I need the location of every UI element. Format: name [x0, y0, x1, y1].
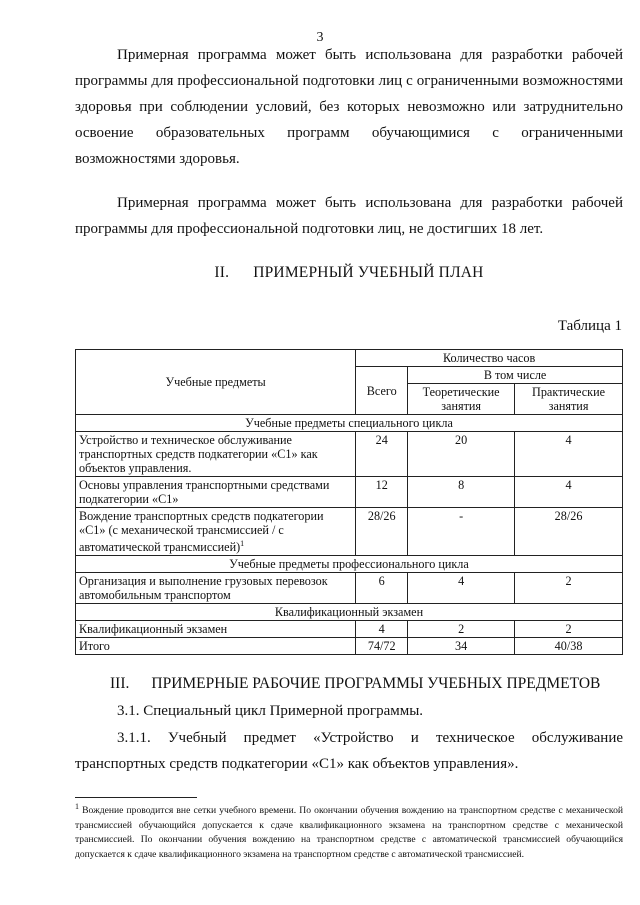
hours-practice: 4	[515, 432, 623, 477]
subject-name: Организация и выполнение грузовых перевозок автомобильным транспортом	[76, 573, 356, 604]
hours-theory: 8	[408, 477, 515, 508]
hours-theory: -	[408, 508, 515, 556]
subject-name-cell	[76, 508, 356, 556]
subject-name: Основы управления транспортными средствами подкатегории «С1»	[76, 477, 356, 508]
section-row-professional: Учебные предметы профессионального цикла	[76, 556, 623, 573]
header-including: В том числе	[408, 367, 623, 384]
header-subjects: Учебные предметы	[76, 350, 356, 415]
hours-theory: 20	[408, 432, 515, 477]
header-theory: Теоретические занятия	[408, 384, 515, 415]
footnote	[75, 800, 623, 863]
hours-total: 24	[356, 432, 408, 477]
table-row	[76, 573, 623, 604]
footnote-text: Вождение проводится вне сетки учебного времени. По окончании обучения вождению на транспортном средстве с механической трансмиссией обучающийся допускается к сдаче квалификационного экзамена на транспортном средстве с механической трансмиссией. По окончании обучения вождению на транспортном средстве с автоматической трансмиссией обучающийся допускается к сдаче квалификационного экзамена на транспортном средстве с автоматической трансмиссией.	[75, 805, 623, 860]
subsection-3-1: 3.1. Специальный цикл Примерной программы.	[117, 703, 424, 719]
footnote-mark: 1	[75, 802, 79, 811]
section-row-special: Учебные предметы специального цикла	[76, 415, 623, 432]
hours-total: 12	[356, 477, 408, 508]
hours-total: 28/26	[356, 508, 408, 556]
hours-theory: 4	[408, 573, 515, 604]
subject-name: Вождение транспортных средств подкатегории «С1» (с механической трансмиссией / с автоматической трансмиссией)	[79, 509, 324, 555]
footnote-reference: 1	[240, 539, 245, 548]
footnote-separator	[75, 797, 197, 798]
intro-paragraph-1: Примерная программа может быть использована для разработки рабочей программы для профессиональной подготовки лиц с ограниченными возможностями здоровья при соблюдении условий, без которых невозможно или затруднительно освоение образовательных программ обучающимися с ограниченными возможностями здоровья.	[75, 47, 623, 167]
table-caption: Таблица 1	[557, 318, 622, 334]
section-2-number: II.	[214, 264, 230, 281]
table-row	[76, 477, 623, 508]
section-2-heading	[75, 264, 623, 282]
subject-name: Итого	[76, 638, 356, 655]
page-number: 3	[316, 30, 324, 45]
subsection-3-1-1: 3.1.1. Учебный предмет «Устройство и техническое обслуживание транспортных средств подкатегории «С1» как объектов управления».	[75, 730, 623, 772]
hours-practice: 4	[515, 477, 623, 508]
hours-theory: 2	[408, 621, 515, 638]
hours-theory: 34	[408, 638, 515, 655]
table-row-total	[76, 638, 623, 655]
section-3-title: ПРИМЕРНЫЕ РАБОЧИЕ ПРОГРАММЫ УЧЕБНЫХ ПРЕДМЕТОВ	[151, 675, 601, 692]
curriculum-table	[75, 349, 623, 655]
subject-name: Квалификационный экзамен	[76, 621, 356, 638]
header-practice: Практические занятия	[515, 384, 623, 415]
hours-practice: 28/26	[515, 508, 623, 556]
header-total: Всего	[356, 367, 408, 415]
table-row	[76, 621, 623, 638]
hours-practice: 2	[515, 621, 623, 638]
hours-total: 74/72	[356, 638, 408, 655]
hours-practice: 2	[515, 573, 623, 604]
header-hours: Количество часов	[356, 350, 623, 367]
section-row-exam: Квалификационный экзамен	[76, 604, 623, 621]
hours-practice: 40/38	[515, 638, 623, 655]
table-row	[76, 508, 623, 556]
intro-paragraph-2: Примерная программа может быть использована для разработки рабочей программы для профессиональной подготовки лиц, не достигших 18 лет.	[75, 195, 623, 237]
table-row	[76, 432, 623, 477]
section-3-number: III.	[110, 675, 130, 692]
section-3-heading	[110, 675, 630, 693]
section-2-title: ПРИМЕРНЫЙ УЧЕБНЫЙ ПЛАН	[253, 264, 484, 281]
hours-total: 4	[356, 621, 408, 638]
hours-total: 6	[356, 573, 408, 604]
subject-name: Устройство и техническое обслуживание транспортных средств подкатегории «С1» как объектов управления.	[76, 432, 356, 477]
